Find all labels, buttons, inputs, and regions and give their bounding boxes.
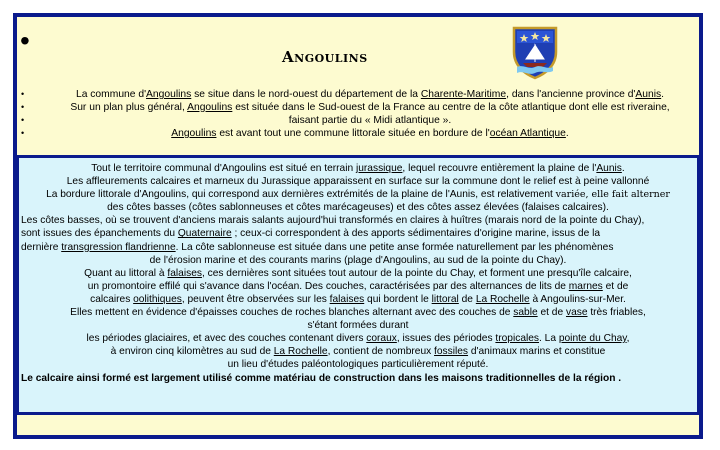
link-falaises[interactable]: falaises bbox=[329, 293, 365, 305]
text-line: Quant au littoral à falaises, ces dernières sont situées tout autour de la pointe du Chay, et forment une presqu'île calcaire, bbox=[84, 267, 632, 279]
text-line: sont issues des épanchements du Quaternaire ; ceux-ci correspondent à des apports sédimentaires d'origine marine, issus de la bbox=[21, 228, 601, 240]
link-quaternaire[interactable]: Quaternaire bbox=[177, 228, 232, 240]
text-line: des côtes basses (côtes sablonneuses et côtes marécageuses) et des côtes assez élevées (falaises calcaires). bbox=[107, 202, 609, 214]
link-angoulins[interactable]: Angoulins bbox=[146, 89, 192, 100]
link-ocean-atlantique[interactable]: océan Atlantique bbox=[489, 128, 566, 139]
text-line: à environ cinq kilomètres au sud de La Rochelle, contient de nombreux fossiles d'animaux marins et constitue bbox=[110, 346, 606, 358]
text-line: dernière transgression flandrienne. La côte sablonneuse est située dans une petite anse formée naturellement par les phénomènes bbox=[21, 241, 614, 253]
bullet: • bbox=[21, 89, 25, 99]
link-la-rochelle[interactable]: La Rochelle bbox=[475, 293, 530, 305]
bullet: • bbox=[21, 115, 25, 125]
link-coraux[interactable]: coraux bbox=[366, 333, 397, 345]
title-bullet: • bbox=[20, 25, 30, 56]
link-charente-maritime[interactable]: Charente-Maritime bbox=[420, 89, 507, 100]
bullet: • bbox=[21, 128, 25, 138]
geology-panel bbox=[16, 155, 700, 415]
geology-text bbox=[21, 162, 695, 385]
text-line: un promontoire effilé qui s'avance dans l'océan. Des couches, caractérisées par des alternances de lits de marnes et de bbox=[87, 280, 629, 292]
coat-of-arms-icon bbox=[511, 26, 559, 80]
text-line: La bordure littorale d'Angoulins, qui correspond aux dernières extrémités de la plaine de l'Aunis, est relativement variée, elle fait alterner bbox=[46, 189, 670, 201]
link-aunis[interactable]: Aunis bbox=[635, 89, 662, 100]
text-line: Le calcaire ainsi formé est largement utilisé comme matériau de construction dans les maisons traditionnelles de la région . bbox=[21, 372, 622, 384]
link-angoulins[interactable]: Angoulins bbox=[187, 102, 233, 113]
text-line: de l'érosion marine et des courants marins (plage d'Angoulins, au sud de la pointe du Chay). bbox=[149, 254, 567, 266]
link-transgression-flandrienne[interactable]: transgression flandrienne bbox=[61, 241, 176, 253]
text-line: les périodes glaciaires, et avec des couches contenant divers coraux, issues des périodes tropicales. La pointe du Chay, bbox=[86, 333, 630, 345]
text-line: calcaires oolithiques, peuvent être observées sur les falaises qui bordent le littoral de La Rochelle à Angoulins-sur-Mer. bbox=[90, 293, 626, 305]
text-line: s'étant formées durant bbox=[307, 320, 409, 332]
text-line: Les affleurements calcaires et marneux du Jurassique apparaissent en surface sur la commune dont le relief est à peine vallonné bbox=[66, 176, 650, 188]
link-marnes[interactable]: marnes bbox=[568, 280, 603, 292]
link-aunis[interactable]: Aunis bbox=[596, 163, 622, 174]
intro-item: • faisant partie du « Midi atlantique ». bbox=[21, 115, 452, 126]
bullet: • bbox=[21, 102, 25, 112]
link-la-rochelle[interactable]: La Rochelle bbox=[273, 346, 328, 358]
intro-item: • Angoulins est avant tout une commune littorale située en bordure de l'océan Atlantique. bbox=[21, 128, 569, 139]
link-angoulins[interactable]: Angoulins bbox=[171, 128, 217, 139]
link-tropicales[interactable]: tropicales bbox=[495, 333, 540, 345]
link-falaises[interactable]: falaises bbox=[167, 267, 202, 279]
text-line: un lieu d'études paléontologiques particulièrement réputé. bbox=[227, 359, 489, 371]
link-oolithiques[interactable]: oolithiques bbox=[133, 293, 182, 305]
link-pointe-du-chay[interactable]: pointe du Chay bbox=[558, 333, 627, 345]
link-fossiles[interactable]: fossiles bbox=[434, 346, 469, 358]
intro-list bbox=[20, 88, 700, 140]
link-sable[interactable]: sable bbox=[513, 307, 538, 319]
text-line: Elles mettent en évidence d'épaisses couches de roches blanches alternant avec des couches de sable et de vase très friables, bbox=[70, 307, 646, 319]
text-line: Tout le territoire communal d'Angoulins est situé en terrain jurassique, lequel recouvre entièrement la plaine de l'Aunis. bbox=[91, 163, 625, 174]
link-littoral[interactable]: littoral bbox=[431, 293, 459, 305]
page-title: Angoulins bbox=[282, 48, 368, 66]
text-line: Les côtes basses, où se trouvent d'anciens marais salants aujourd'hui transformés en claires à huîtres (marais nord de la pointe du Chay), bbox=[21, 215, 645, 227]
link-jurassique[interactable]: jurassique bbox=[355, 163, 403, 174]
link-vase[interactable]: vase bbox=[565, 307, 588, 319]
intro-item: • La commune d'Angoulins se situe dans le nord-ouest du département de la Charente-Maritime, dans l'ancienne province d'Aunis. bbox=[21, 89, 665, 100]
intro-item: • Sur un plan plus général, Angoulins est située dans le Sud-ouest de la France au centre de la côte atlantique dont elle est riveraine, bbox=[21, 102, 670, 113]
